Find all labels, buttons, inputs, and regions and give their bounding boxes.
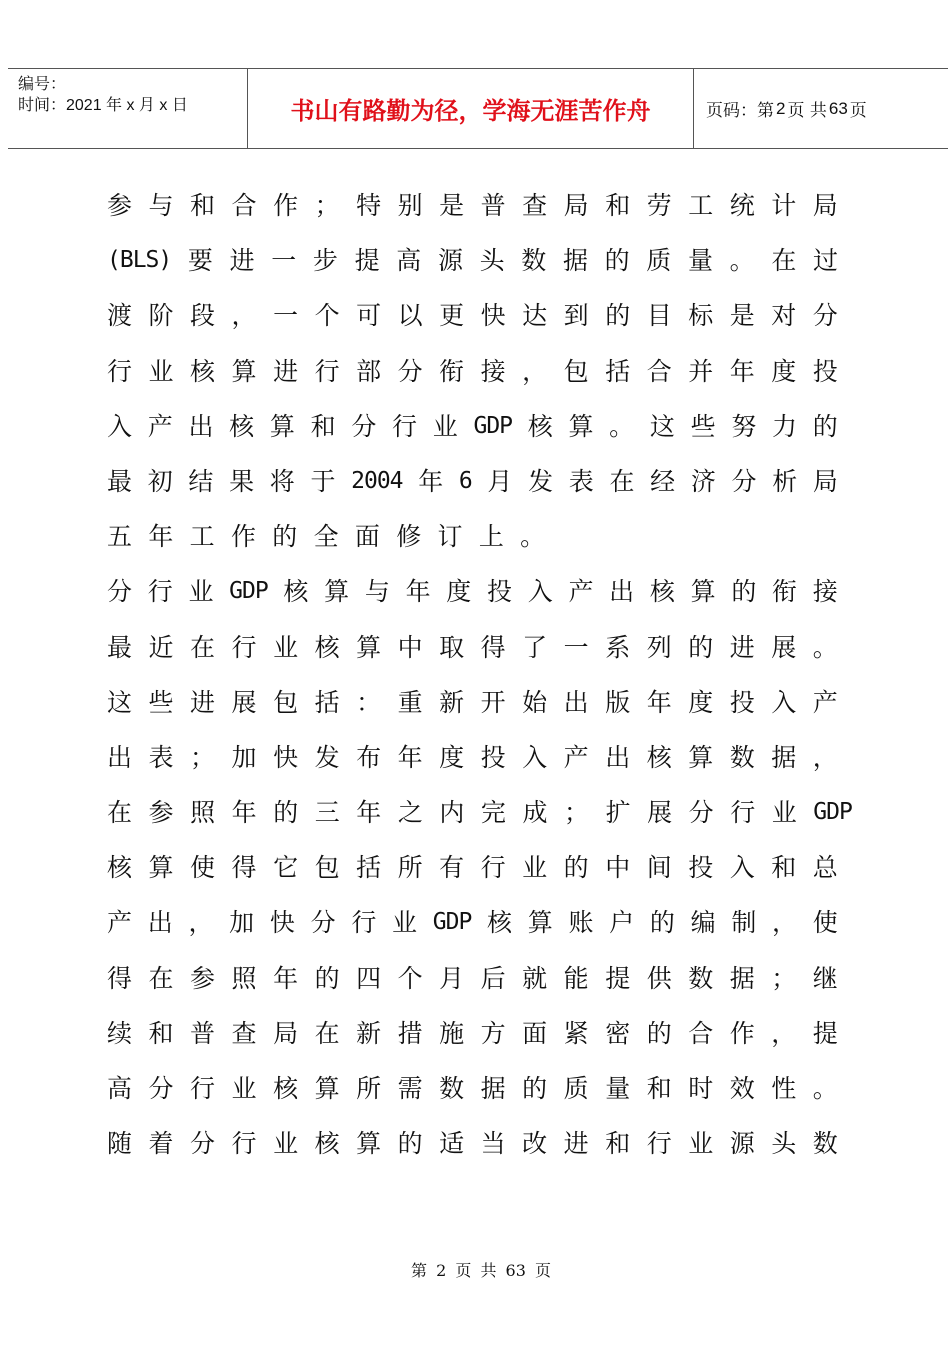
text-line: 最 初 结 果 将 于 2004 年 6 月 发 表 在 经 济 分 析 局 <box>107 466 838 496</box>
page-current: 2 <box>776 98 786 118</box>
document-number-label: 编号： <box>18 76 67 93</box>
text-line: 最 近 在 行 业 核 算 中 取 得 了 一 系 列 的 进 展 。 <box>107 632 838 662</box>
text-line: 五 年 工 作 的 全 面 修 订 上 。 <box>107 522 546 552</box>
text-line: 入 产 出 核 算 和 分 行 业 GDP 核 算 。 这 些 努 力 的 <box>107 411 838 441</box>
text-line: 产 出 ， 加 快 分 行 业 GDP 核 算 账 户 的 编 制 ， 使 <box>107 908 838 938</box>
text-line: 行 业 核 算 进 行 部 分 衔 接 ， 包 括 合 并 年 度 投 <box>107 356 838 386</box>
page-total: 63 <box>828 98 848 118</box>
text-line: 这 些 进 展 包 括 ： 重 新 开 始 出 版 年 度 投 入 产 <box>107 687 838 717</box>
text-line: 参 与 和 合 作 ； 特 别 是 普 查 局 和 劳 工 统 计 局 <box>107 191 838 220</box>
text-line: (BLS) 要 进 一 步 提 高 源 头 数 据 的 质 量 。 在 过 <box>107 246 838 276</box>
page-footer: 第 2 页 共 63 页 <box>411 1261 551 1280</box>
document-time-label: 时间：2021 年 x 月 x 日 <box>18 97 188 114</box>
text-line: 在 参 照 年 的 三 年 之 内 完 成 ； 扩 展 分 行 业 GDP <box>107 798 852 828</box>
document-header <box>8 68 948 149</box>
text-line: 续 和 普 查 局 在 新 措 施 方 面 紧 密 的 合 作 ， 提 <box>107 1018 838 1048</box>
header-meta <box>8 69 248 148</box>
text-line: 出 表 ； 加 快 发 布 年 度 投 入 产 出 核 算 数 据 ， <box>107 742 838 772</box>
page-prefix: 页码：第 <box>706 101 774 121</box>
text-line: 随 着 分 行 业 核 算 的 适 当 改 进 和 行 业 源 头 数 <box>107 1129 838 1159</box>
header-page-info <box>694 69 948 148</box>
page-suffix: 页 <box>849 101 867 121</box>
document-body <box>107 178 867 1171</box>
text-line: 高 分 行 业 核 算 所 需 数 据 的 质 量 和 时 效 性 。 <box>107 1074 838 1103</box>
text-line: 得 在 参 照 年 的 四 个 月 后 就 能 提 供 数 据 ； 继 <box>107 963 838 993</box>
text-line: 核 算 使 得 它 包 括 所 有 行 业 的 中 间 投 入 和 总 <box>107 853 838 883</box>
text-line: 渡 阶 段 ， 一 个 可 以 更 快 达 到 的 目 标 是 对 分 <box>107 301 838 331</box>
page-middle: 页 共 <box>787 101 827 121</box>
text-line: 分 行 业 GDP 核 算 与 年 度 投 入 产 出 核 算 的 衔 接 <box>107 577 838 607</box>
header-motto: 书山有路勤为径，学海无涯苦作舟 <box>248 69 694 148</box>
